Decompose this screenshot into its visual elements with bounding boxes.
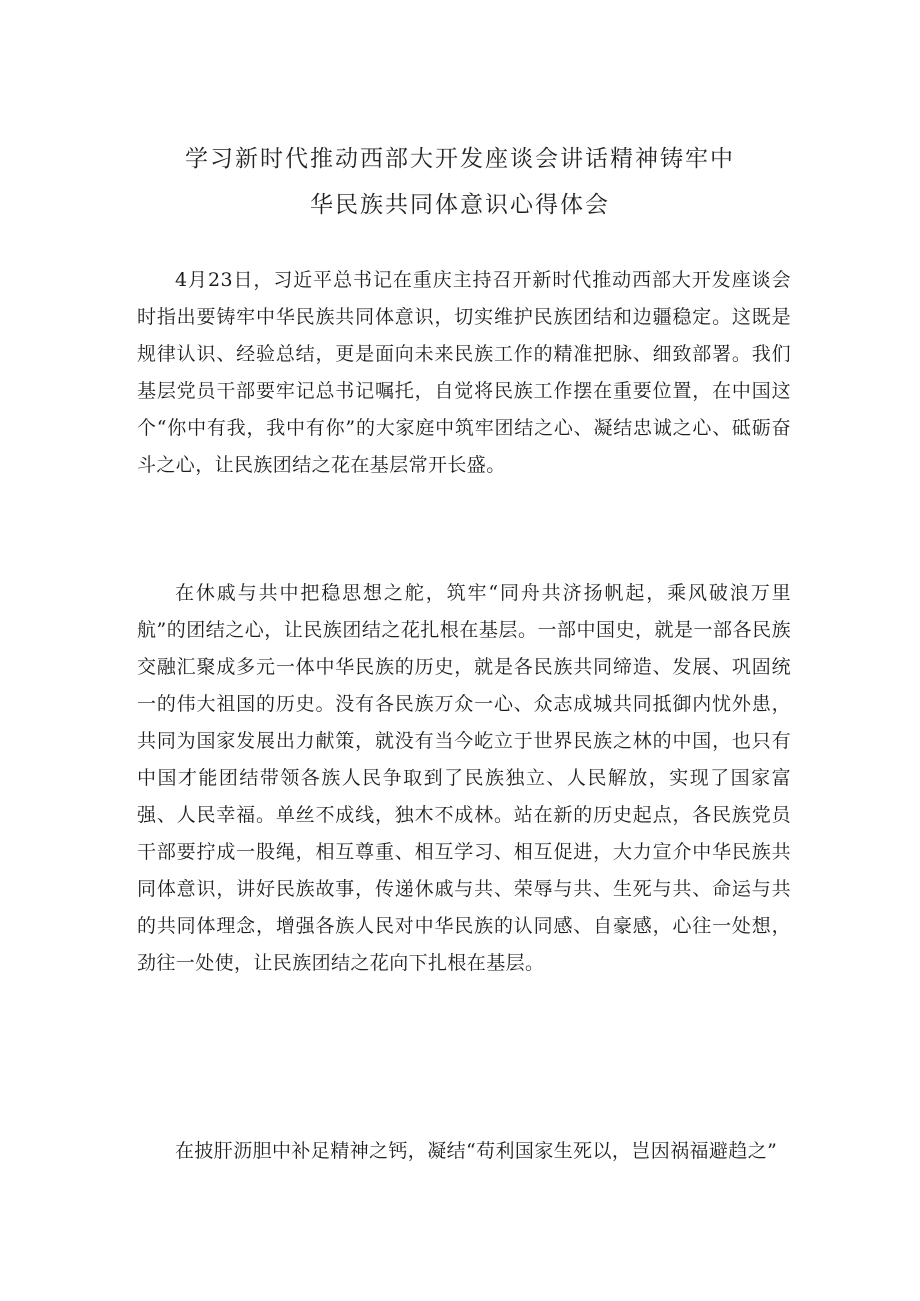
title-line-1: 学习新时代推动西部大开发座谈会讲话精神铸牢中 (185, 146, 735, 172)
body-paragraph-3: 在披肝沥胆中补足精神之钙，凝结“苟利国家生死以，岂因祸福避趋之” (175, 1140, 778, 1162)
body-paragraph-1: 4月23日，习近平总书记在重庆主持召开新时代推动西部大开发座谈会时指出要铸牢中华民族共同体意识，切实维护民族团结和边疆稳定。这既是规律认识、经验总结，更是面向未来民族工作的精准把脉、细致部署。我们基层党员干部要牢记总书记嘱托，自觉将民族工作摆在重要位置，在中国这个“你中有我，我中有你”的大家庭中筑牢团结之心、凝结忠诚之心、砥砺奋斗之心，让民族团结之花在基层常开长盛。 (137, 269, 791, 476)
title-line-2: 华民族共同体意识心得体会 (310, 192, 610, 218)
document-title (130, 136, 790, 228)
body-paragraph-2: 在休戚与共中把稳思想之舵，筑牢“同舟共济扬帆起，乘风破浪万里航”的团结之心，让民族团结之花扎根在基层。一部中国史，就是一部各民族交融汇聚成多元一体中华民族的历史，就是各民族共同缔造、发展、巩固统一的伟大祖国的历史。没有各民族万众一心、众志成城共同抵御内忧外患，共同为国家发展出力献策，就没有当今屹立于世界民族之林的中国，也只有中国才能团结带领各族人民争取到了民族独立、人民解放，实现了国家富强、人民幸福。单丝不成线，独木不成林。站在新的历史起点，各民族党员干部要拧成一股绳，相互尊重、相互学习、相互促进，大力宣介中华民族共同体意识，讲好民族故事，传递休戚与共、荣辱与共、生死与共、命运与共的共同体理念，增强各族人民对中华民族的认同感、自豪感，心往一处想，劲往一处使，让民族团结之花向下扎根在基层。 (137, 582, 791, 974)
